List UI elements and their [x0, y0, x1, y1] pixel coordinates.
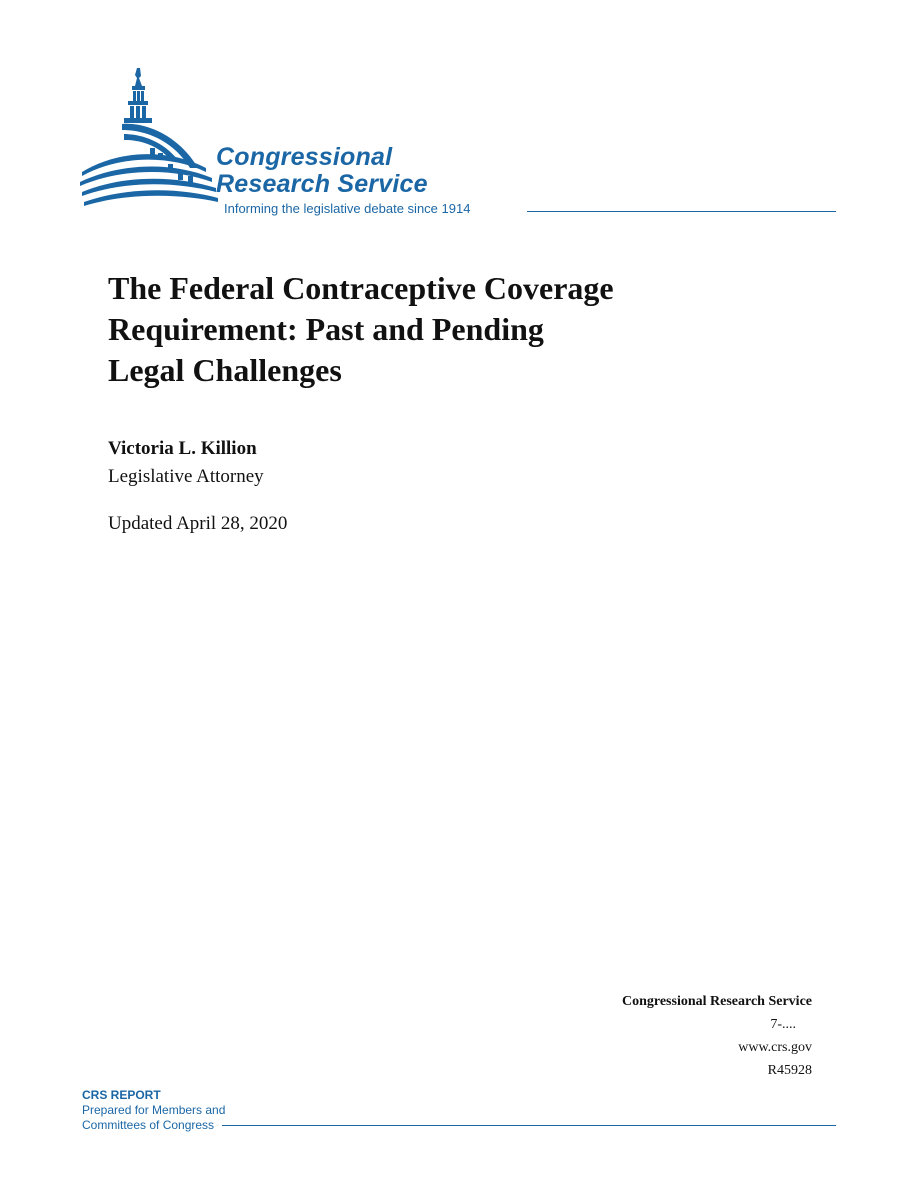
footer-line: Prepared for Members and	[82, 1103, 226, 1117]
document-title	[108, 268, 748, 391]
logo-name-line1: Congressional	[216, 143, 393, 171]
logo-divider	[527, 211, 836, 212]
crs-logo	[78, 64, 838, 224]
footer-line: Committees of Congress	[82, 1118, 215, 1132]
crs-info-block	[622, 990, 812, 1082]
title-line: Legal Challenges	[108, 352, 342, 388]
updated-date: Updated April 28, 2020	[108, 513, 288, 534]
footer-divider	[222, 1125, 836, 1126]
author-role: Legislative Attorney	[108, 466, 264, 487]
title-line: The Federal Contraceptive Coverage	[108, 270, 614, 306]
crs-report-id: R45928	[767, 1063, 812, 1078]
logo-wordmark	[216, 144, 428, 198]
crs-website-link[interactable]: www.crs.gov	[738, 1040, 812, 1055]
footer-label: CRS REPORT	[82, 1088, 161, 1102]
logo-name-line2: Research Service	[216, 170, 428, 198]
report-footer	[82, 1088, 225, 1133]
title-line: Requirement: Past and Pending	[108, 311, 544, 347]
capitol-dome-icon	[78, 64, 223, 216]
crs-org-name: Congressional Research Service	[621, 994, 812, 1009]
logo-tagline: Informing the legislative debate since 1914	[224, 201, 471, 216]
crs-number: 7-....	[770, 1017, 796, 1032]
author-name: Victoria L. Killion	[108, 438, 257, 459]
